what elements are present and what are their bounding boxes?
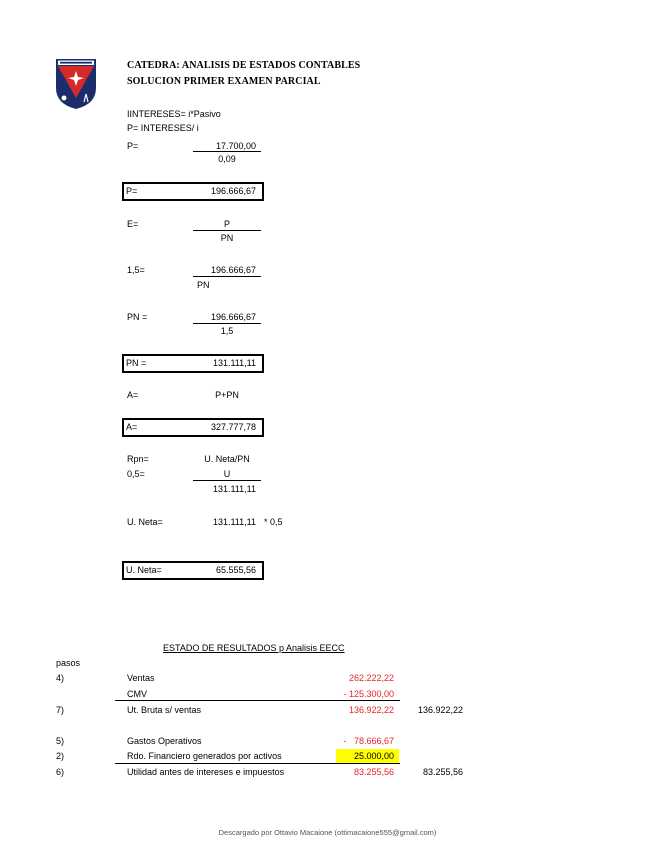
row-paso: 7) — [56, 705, 65, 715]
ratio-1-5-numerator: 196.666,67 — [210, 265, 256, 275]
rpn-formula: U. Neta/PN — [204, 454, 250, 464]
p-label: P= — [127, 141, 139, 151]
a-label: A= — [127, 390, 139, 400]
row-valor: - 78.666,67 — [343, 736, 394, 746]
e-numerator: P — [223, 219, 230, 229]
pn-result-value: 131.111,11 — [212, 358, 256, 368]
row-valor: 136.922,22 — [348, 705, 394, 715]
uneta-result-label: U. Neta= — [126, 565, 162, 575]
rpn-label: Rpn= — [127, 454, 149, 464]
row-concepto: Rdo. Financiero generados por activos — [127, 751, 282, 761]
row-total: 83.255,56 — [422, 767, 463, 777]
a-formula: P+PN — [215, 390, 239, 400]
row-paso: 5) — [56, 736, 65, 746]
pn-label: PN = — [127, 312, 148, 322]
p-numerator: 17.700,00 — [215, 141, 256, 151]
e-label: E= — [127, 219, 139, 229]
p-formula: P= INTERESES/ i — [127, 123, 199, 133]
ratio-0-5-denominator: 131.111,11 — [212, 484, 256, 494]
row-concepto: CMV — [127, 689, 147, 699]
ratio-0-5-fraction-line — [193, 480, 261, 481]
pn-numerator: 196.666,67 — [210, 312, 256, 322]
row-concepto: Ventas — [127, 673, 155, 683]
row-total: 136.922,22 — [417, 705, 463, 715]
uneta-factor: * 0,5 — [264, 517, 283, 527]
ratio-1-5-fraction-line — [193, 276, 261, 277]
row-paso: 6) — [56, 767, 65, 777]
p-result-label: P= — [126, 186, 138, 196]
e-denominator: PN — [220, 233, 234, 243]
p-fraction-line — [193, 151, 261, 152]
row-valor: 262.222,22 — [348, 673, 394, 683]
ratio-0-5-numerator: U — [223, 469, 231, 479]
uneta-label: U. Neta= — [127, 517, 163, 527]
row-paso: 4) — [56, 673, 65, 683]
row-valor: 25.000,00 — [353, 751, 394, 761]
estado-title: ESTADO DE RESULTADOS p Analisis EECC — [163, 643, 345, 653]
p-denominator: 0,09 — [218, 154, 236, 164]
row-concepto: Utilidad antes de intereses e impuestos — [127, 767, 285, 777]
ratio-1-5-denominator: PN — [197, 280, 210, 290]
row-valor: - 125.300,00 — [343, 689, 394, 699]
ratio-1-5-label: 1,5= — [127, 265, 145, 275]
row-valor: 83.255,56 — [353, 767, 394, 777]
ratio-0-5-label: 0,5= — [127, 469, 145, 479]
shield-emblem-icon — [55, 58, 97, 110]
uneta-result-value: 65.555,56 — [215, 565, 256, 575]
pasos-label: pasos — [56, 658, 81, 668]
pn-fraction-line — [193, 323, 261, 324]
pn-result-label: PN = — [126, 358, 147, 368]
row-concepto: Ut. Bruta s/ ventas — [127, 705, 202, 715]
university-logo — [55, 58, 97, 110]
intereses-formula: IINTERESES= i*Pasivo — [127, 109, 221, 119]
a-result-label: A= — [126, 422, 138, 432]
cmv-underline — [115, 700, 400, 701]
e-fraction-line — [193, 230, 261, 231]
row-concepto: Gastos Operativos — [127, 736, 202, 746]
download-footer: Descargado por Ottavio Macaione (ottimacaione555@gmail.com) — [218, 828, 437, 837]
header-title-line2: SOLUCION PRIMER EXAMEN PARCIAL — [127, 76, 321, 87]
p-result-value: 196.666,67 — [210, 186, 256, 196]
pn-denominator: 1,5 — [220, 326, 234, 336]
row-paso: 2) — [56, 751, 65, 761]
rdo-underline — [115, 763, 400, 764]
header-title-line1: CATEDRA: ANALISIS DE ESTADOS CONTABLES — [127, 60, 361, 71]
a-result-value: 327.777,78 — [210, 422, 256, 432]
uneta-value: 131.111,11 — [212, 517, 256, 527]
